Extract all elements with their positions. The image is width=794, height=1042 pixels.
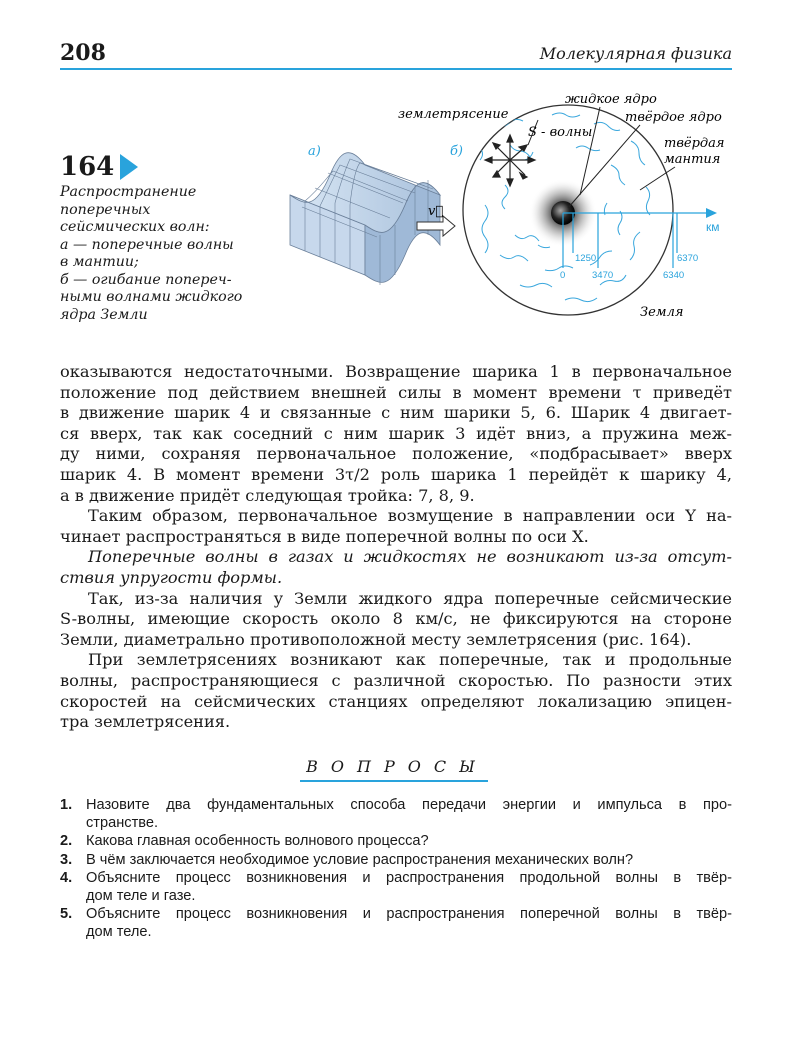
question-item [60, 832, 732, 850]
question-line: Объясните процесс возникновения и распространения продольной волны в твёр- [86, 869, 732, 886]
questions-list [60, 796, 732, 942]
body-line: в движение шарик 4 и связанные с ним шарики 5, 6. Шарик 4 двигает- [60, 403, 732, 423]
body-line: а в движение придёт следующая тройка: 7, 8, 9. [60, 485, 475, 505]
question-number: 2. [60, 833, 73, 850]
body-line: волны, распространяющиеся с различной скоростью. По разности этих [60, 670, 732, 690]
question-number: 5. [60, 906, 73, 923]
figure-number [60, 152, 138, 182]
question-text: Какова главная особенность волнового процесса? [86, 833, 429, 850]
triangle-marker-icon [120, 154, 138, 180]
body-line: Земли, диаметрально противоположной месту землетрясения (рис. 164). [60, 629, 692, 649]
body-line: Так, из-за наличия у Земли жидкого ядра поперечные сейсмические [88, 588, 732, 608]
body-line: При землетрясениях возникают как поперечные, так и продольные [88, 650, 732, 670]
page-number: 208 [60, 40, 106, 66]
radius-1250-label: 1250 [575, 253, 597, 264]
seismic-wave-figure [280, 85, 740, 330]
caption-line: в мантии; [60, 254, 139, 270]
body-line: Таким образом, первоначальное возмущение в направлении оси Y на- [88, 506, 732, 526]
caption-line: сейсмических волн: [60, 219, 210, 235]
radius-6370-label: 6370 [677, 253, 699, 264]
questions-rule [300, 780, 488, 782]
caption-line: ядра Земли [60, 306, 148, 323]
header-rule [60, 68, 732, 70]
panel-a-label: а) [308, 144, 321, 159]
caption-line: а — поперечные волны [60, 236, 234, 253]
question-number: 4. [60, 869, 73, 886]
body-line: чинает распространяться в виде поперечной волны по оси X. [60, 526, 589, 546]
earth-label: Земля [640, 305, 684, 320]
question-line: Объясните процесс возникновения и распространения поперечной волны в твёр- [86, 906, 732, 923]
km-label: км [706, 220, 720, 234]
figure-caption [60, 184, 280, 324]
panel-b-label: б) [450, 144, 464, 159]
question-line: странстве. [86, 815, 159, 832]
question-line: дом теле и газе. [86, 888, 196, 905]
solid-mantle-label-line2: мантия [664, 152, 721, 167]
question-item [60, 796, 732, 832]
questions-title: ВОПРОСЫ [306, 757, 488, 776]
earthquake-label: землетрясение [398, 107, 509, 122]
question-text [86, 869, 732, 905]
question-item [60, 905, 732, 941]
question-text: В чём заключается необходимое условие распространения механических волн? [86, 851, 634, 868]
solid-mantle-label-line1: твёрдая [664, 136, 725, 151]
caption-line: Распространение [60, 184, 197, 200]
radius-3470-label: 3470 [592, 270, 614, 281]
question-line: дом теле. [86, 924, 152, 941]
transverse-wave-slab [290, 153, 440, 285]
question-item [60, 851, 732, 869]
liquid-core-label: жидкое ядро [565, 92, 657, 107]
body-line: ду ними, сохраняя первоначальное положение, «подбрасывает» вверх [60, 444, 732, 464]
body-line: шарик 4. В момент времени 3τ/2 роль шарика 1 перейдёт к шарику 4, [60, 464, 732, 484]
body-line: Поперечные волны в газах и жидкостях не возникают из-за отсут- [88, 547, 732, 567]
body-line: скоростей на сейсмических станциях определяют локализацию эпицен- [60, 691, 732, 711]
question-item [60, 869, 732, 905]
question-number: 3. [60, 851, 73, 868]
body-line: ствия упругости формы. [60, 567, 283, 587]
question-number: 1. [60, 797, 73, 813]
caption-line: б — огибание попереч- [60, 271, 232, 288]
body-line: положение под действием внешней силы в момент времени τ приведёт [60, 382, 732, 402]
body-text [60, 362, 732, 733]
body-line: тра землетрясения. [60, 712, 231, 732]
radius-0-label: 0 [560, 270, 566, 281]
body-line: ся вверх, так как соседний с ним шарик 3 идёт вниз, а пружина меж- [60, 423, 732, 443]
body-line: оказываются недостаточными. Возвращение шарика 1 в первоначальное [60, 362, 732, 381]
solid-core-label: твёрдое ядро [625, 110, 722, 125]
figure-number-text: 164 [60, 152, 115, 182]
question-text [86, 905, 732, 941]
running-title: Молекулярная физика [539, 44, 732, 63]
question-text [86, 796, 732, 832]
caption-line: ными волнами жидкого [60, 289, 243, 305]
radius-6340-label: 6340 [663, 270, 685, 281]
question-line: Назовите два фундаментальных способа передачи энергии и импульса в про- [86, 797, 732, 813]
body-line: S-волны, имеющие скорость около 8 км/с, не фиксируются на стороне [60, 609, 732, 629]
caption-line: поперечных [60, 201, 151, 218]
velocity-label: v⃗ [428, 204, 444, 219]
s-waves-label: S - волны [528, 125, 593, 140]
